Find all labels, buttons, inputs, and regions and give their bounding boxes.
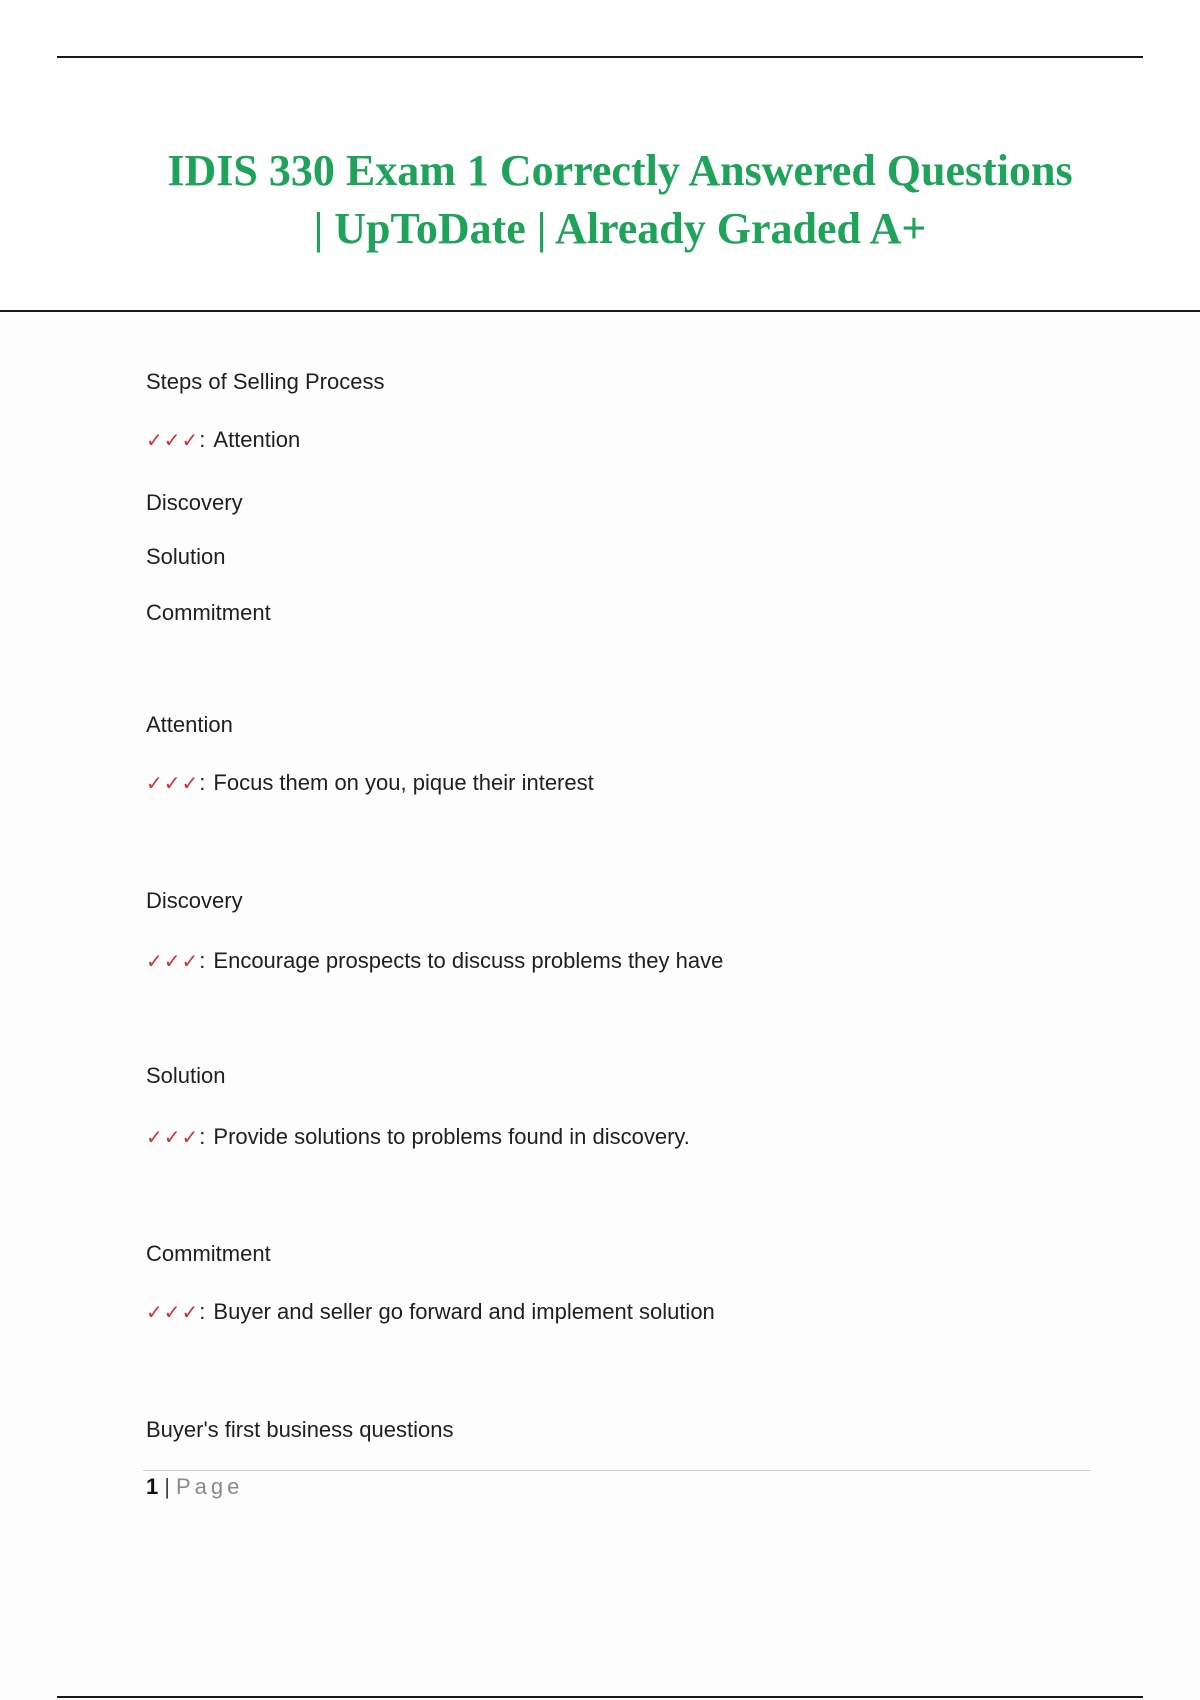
question-text: Commitment	[146, 1241, 271, 1266]
footer-divider	[143, 1470, 1091, 1471]
checkmark-icon: ✓✓✓	[146, 949, 200, 973]
checkmark-icon: ✓✓✓	[146, 1125, 200, 1149]
answer-continuation: Discovery	[146, 490, 243, 515]
footer-separator: |	[164, 1474, 170, 1499]
question-text: Buyer's first business questions	[146, 1417, 454, 1442]
answer-line: ✓✓✓: Attention	[146, 427, 301, 452]
answer-text: Provide solutions to problems found in discovery.	[213, 1124, 690, 1149]
checkmark-icon: ✓✓✓	[146, 428, 200, 452]
document-title	[100, 142, 1140, 258]
answer-text: Encourage prospects to discuss problems they have	[213, 948, 724, 973]
top-rule	[57, 56, 1143, 58]
answer-continuation: Solution	[146, 544, 226, 569]
page-label: Page	[175, 1474, 244, 1499]
answer-text: Buyer and seller go forward and implement solution	[213, 1299, 715, 1324]
question-text: Steps of Selling Process	[146, 369, 385, 394]
answer-line: ✓✓✓: Encourage prospects to discuss problems they have	[146, 948, 724, 973]
answer-line: ✓✓✓: Focus them on you, pique their interest	[146, 770, 594, 795]
question-text: Solution	[146, 1063, 226, 1088]
title-line-2: | UpToDate | Already Graded A+	[313, 204, 927, 253]
title-line-1: IDIS 330 Exam 1 Correctly Answered Questions	[167, 146, 1073, 195]
answer-line: ✓✓✓: Buyer and seller go forward and implement solution	[146, 1299, 715, 1324]
answer-continuation: Commitment	[146, 600, 271, 625]
answer-text: Attention	[213, 427, 301, 452]
page-number: 1	[146, 1474, 159, 1499]
answer-line: ✓✓✓: Provide solutions to problems found in discovery.	[146, 1124, 690, 1149]
page-footer	[146, 1472, 243, 1502]
question-text: Discovery	[146, 888, 243, 913]
answer-text: Focus them on you, pique their interest	[213, 770, 594, 795]
checkmark-icon: ✓✓✓	[146, 1300, 200, 1324]
bottom-rule	[57, 1696, 1143, 1698]
question-text: Attention	[146, 712, 233, 737]
checkmark-icon: ✓✓✓	[146, 771, 200, 795]
